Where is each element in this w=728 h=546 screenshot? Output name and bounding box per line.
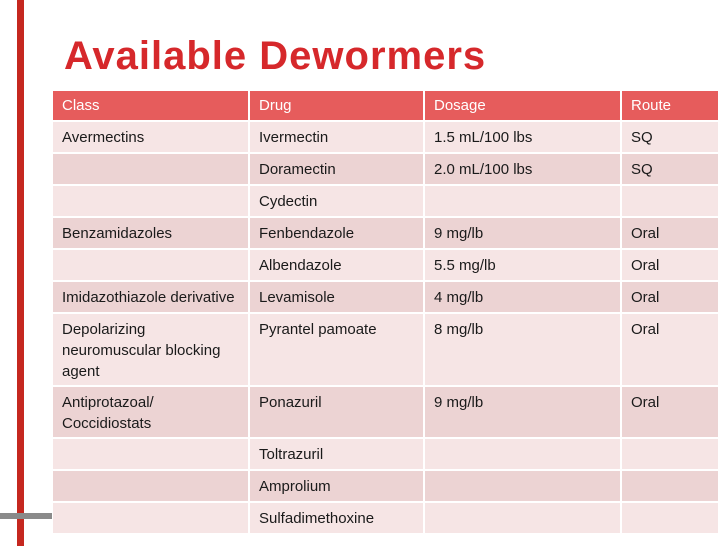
table-row — [53, 185, 718, 217]
cell-dosage: 2.0 mL/100 lbs — [424, 153, 621, 185]
cell-route — [621, 470, 718, 502]
header-dosage: Dosage — [424, 91, 621, 121]
table-row — [53, 249, 718, 281]
cell-dosage: 8 mg/lb — [424, 313, 621, 386]
cell-route: Oral — [621, 313, 718, 386]
cell-drug: Amprolium — [249, 470, 424, 502]
cell-class: Antiprotazoal/ Coccidiostats — [53, 386, 249, 438]
cell-drug: Ponazuril — [249, 386, 424, 438]
table-row — [53, 438, 718, 470]
cell-dosage: 9 mg/lb — [424, 217, 621, 249]
table-row — [53, 281, 718, 313]
cell-dosage: 4 mg/lb — [424, 281, 621, 313]
cell-dosage: 5.5 mg/lb — [424, 249, 621, 281]
cell-route: Oral — [621, 249, 718, 281]
accent-bar — [17, 0, 24, 546]
header-route: Route — [621, 91, 718, 121]
cell-drug: Sulfadimethoxine — [249, 502, 424, 534]
table-row — [53, 121, 718, 153]
footer-bar — [0, 513, 52, 519]
cell-class — [53, 438, 249, 470]
cell-dosage — [424, 185, 621, 217]
cell-class — [53, 502, 249, 534]
cell-class — [53, 470, 249, 502]
cell-dosage: 9 mg/lb — [424, 386, 621, 438]
cell-drug: Doramectin — [249, 153, 424, 185]
cell-dosage — [424, 502, 621, 534]
cell-class — [53, 249, 249, 281]
cell-route: Oral — [621, 281, 718, 313]
cell-drug: Albendazole — [249, 249, 424, 281]
cell-drug: Pyrantel pamoate — [249, 313, 424, 386]
cell-route: Oral — [621, 386, 718, 438]
cell-class: Imidazothiazole derivative — [53, 281, 249, 313]
cell-drug: Cydectin — [249, 185, 424, 217]
cell-route: SQ — [621, 153, 718, 185]
cell-route — [621, 185, 718, 217]
header-drug: Drug — [249, 91, 424, 121]
table-row — [53, 502, 718, 534]
cell-drug: Fenbendazole — [249, 217, 424, 249]
cell-drug: Levamisole — [249, 281, 424, 313]
table-row — [53, 313, 718, 386]
table-row — [53, 153, 718, 185]
table-row — [53, 217, 718, 249]
dewormers-table — [53, 91, 718, 535]
cell-dosage — [424, 470, 621, 502]
cell-drug: Ivermectin — [249, 121, 424, 153]
cell-route: SQ — [621, 121, 718, 153]
cell-route — [621, 438, 718, 470]
cell-route: Oral — [621, 217, 718, 249]
cell-dosage — [424, 438, 621, 470]
header-class: Class — [53, 91, 249, 121]
dewormers-table-container — [53, 91, 718, 535]
table-row — [53, 470, 718, 502]
cell-drug: Toltrazuril — [249, 438, 424, 470]
table-row — [53, 386, 718, 438]
page-title: Available Dewormers — [64, 34, 487, 78]
cell-class: Benzamidazoles — [53, 217, 249, 249]
cell-class: Depolarizing neuromuscular blocking agent — [53, 313, 249, 386]
cell-class — [53, 153, 249, 185]
table-header-row — [53, 91, 718, 121]
cell-class — [53, 185, 249, 217]
cell-route — [621, 502, 718, 534]
cell-class: Avermectins — [53, 121, 249, 153]
cell-dosage: 1.5 mL/100 lbs — [424, 121, 621, 153]
